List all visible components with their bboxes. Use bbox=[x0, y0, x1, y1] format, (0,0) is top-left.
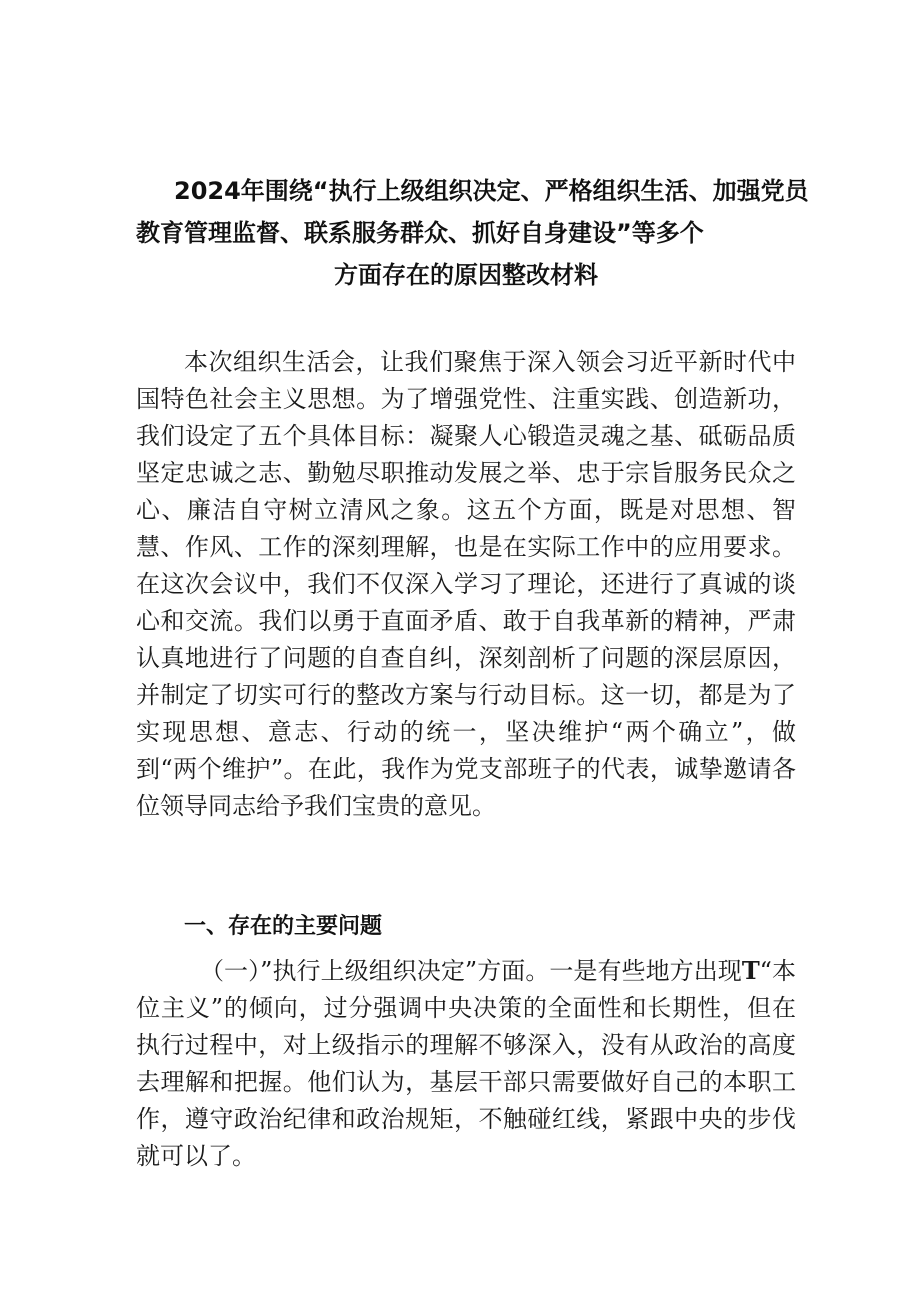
title-line-2: 教育管理监督、联系服务群众、抓好自身建设”等多个 bbox=[136, 219, 704, 247]
subsection-1-paragraph bbox=[136, 952, 796, 1175]
subsection-1-lead: （一）”执行上级组织决定”方面。一是有些地方出现 bbox=[200, 957, 742, 985]
document-title bbox=[136, 170, 809, 296]
section-heading-main-problems: 一、存在的主要问题 bbox=[184, 914, 383, 939]
title-line-1: 2024年围绕“执行上级组织决定、严格组织生活、加强党员 bbox=[174, 177, 809, 205]
title-line-3: 方面存在的原因整改材料 bbox=[334, 261, 598, 289]
intro-paragraph: 本次组织生活会，让我们聚焦于深入领会习近平新时代中国特色社会主义思想。为了增强党性、注重实践、创造新功，我们设定了五个具体目标：凝聚人心锻造灵魂之基、砥砺品质坚定忠诚之志、勤勉尽职推动发展之举、忠于宗旨服务民众之心、廉洁自守树立清风之象。这五个方面，既是对思想、智慧、作风、工作的深刻理解，也是在实际工作中的应用要求。在这次会议中，我们不仅深入学习了理论，还进行了真诚的谈心和交流。我们以勇于直面矛盾、敢于自我革新的精神，严肃认真地进行了问题的自查自纠，深刻剖析了问题的深层原因，并制定了切实可行的整改方案与行动目标。这一切，都是为了实现思想、意志、行动的统一，坚决维护“两个确立”，做到“两个维护”。在此，我作为党支部班子的代表，诚挚邀请各位领导同志给予我们宝贵的意见。 bbox=[136, 348, 796, 820]
subsection-1-rest: “本位主义”的倾向，过分强调中央决策的全面性和长期性，但在执行过程中，对上级指示的理解不够深入，没有从政治的高度去理解和把握。他们认为，基层干部只需要做好自己的本职工作，遵守政治纪律和政治规矩，不触碰红线，紧跟中央的步伐就可以了。 bbox=[136, 957, 796, 1170]
subsection-1-marker: T bbox=[741, 956, 760, 985]
